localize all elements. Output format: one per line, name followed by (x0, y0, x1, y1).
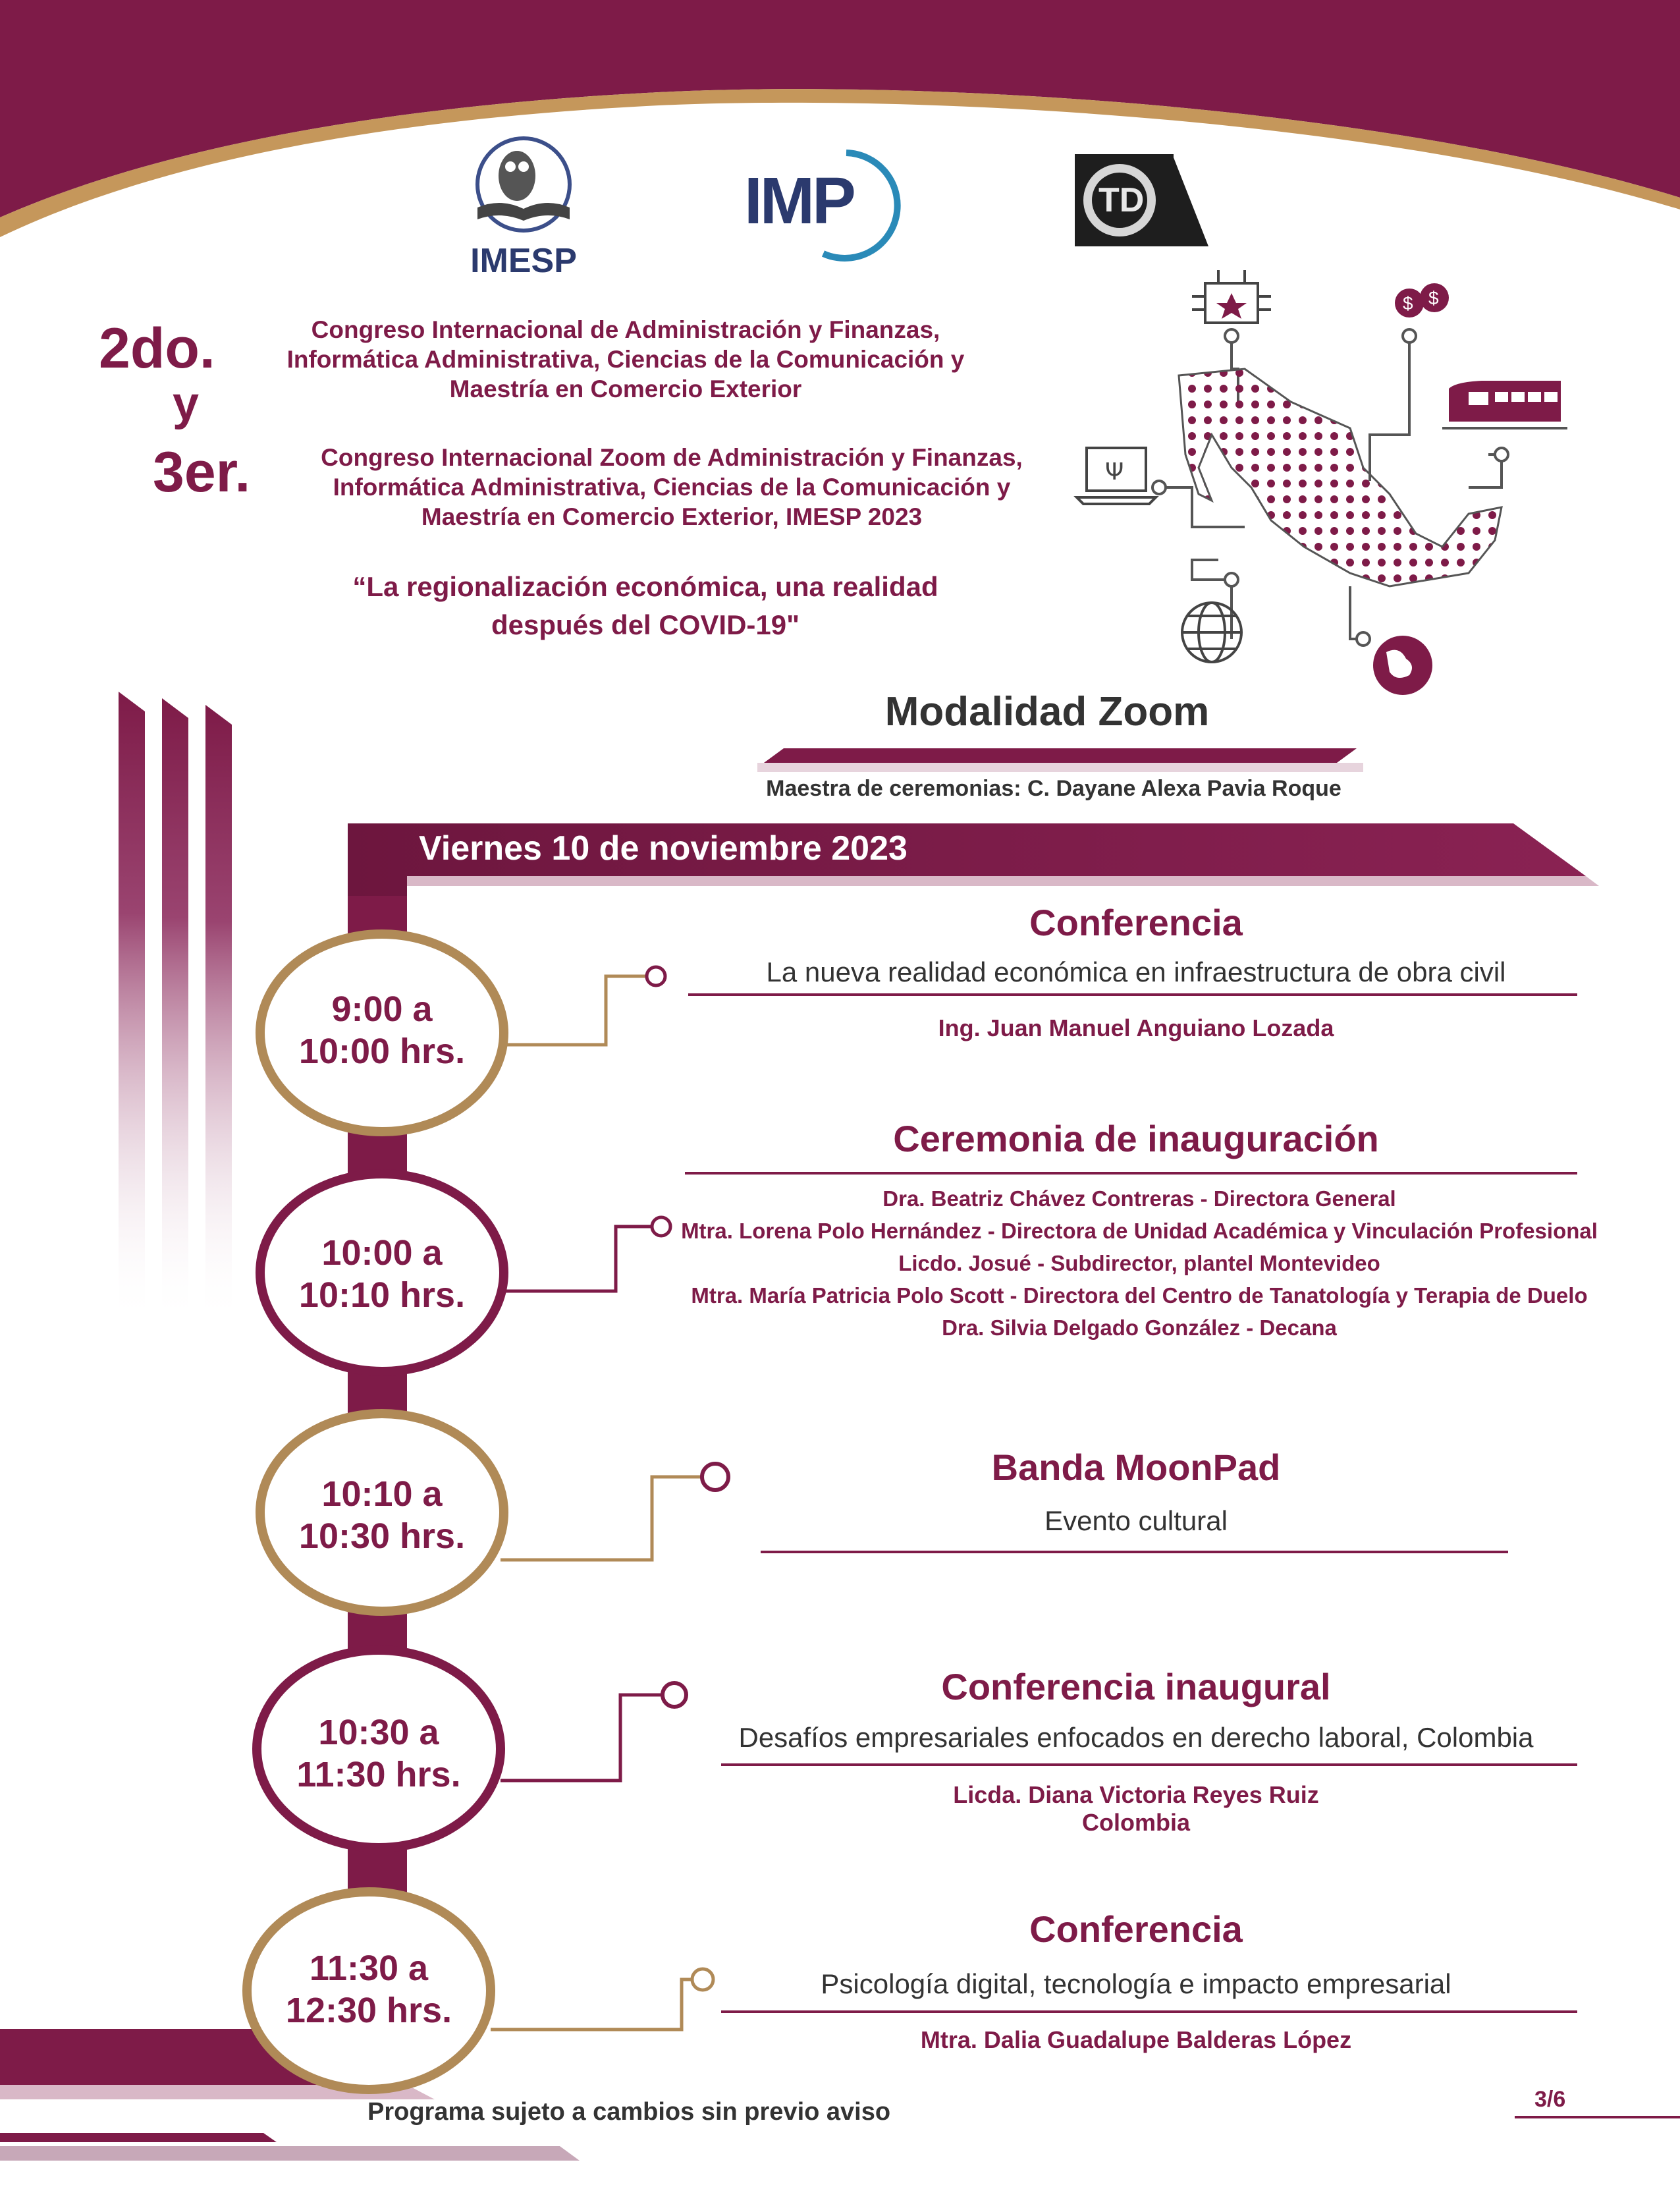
congress-title-2 (263, 443, 1080, 532)
congress-title-1 (230, 315, 1021, 404)
event-3-title: Banda MoonPad (991, 1447, 1281, 1488)
event-4-speaker-country: Colombia (1081, 1809, 1190, 1836)
event-1-speaker: Ing. Juan Manuel Anguiano Lozada (938, 1014, 1334, 1041)
person-2: Mtra. Lorena Polo Hernández - Directora de Unidad Académica y Vinculación Profesional (681, 1219, 1598, 1243)
event-2-title: Ceremonia de inauguración (893, 1118, 1379, 1159)
congress-2-line-3: Maestría en Comercio Exterior, IMESP 2023 (421, 503, 923, 530)
footer-stripe (0, 2133, 580, 2161)
day-title: Viernes 10 de noviembre 2023 (419, 829, 908, 868)
chip-icon (1192, 270, 1271, 323)
emcee-line: Maestra de ceremonias: C. Dayane Alexa Pavia Roque (766, 776, 1341, 801)
person-5: Dra. Silvia Delgado González - Decana (942, 1315, 1337, 1340)
event-3-subtitle: Evento cultural (1044, 1505, 1228, 1536)
event-2-underline (685, 1172, 1577, 1175)
event-4-subtitle: Desafíos empresariales enfocados en derecho laboral, Colombia (738, 1722, 1534, 1753)
event-5-speaker: Mtra. Dalia Guadalupe Balderas López (920, 2026, 1352, 2053)
event-1-subtitle: La nueva realidad económica en infraestructura de obra civil (766, 956, 1506, 987)
svg-text:$: $ (1428, 288, 1439, 308)
event-5-underline (721, 2010, 1577, 2013)
left-decor-bars (119, 692, 244, 1324)
imp-logo (744, 138, 909, 263)
theme-line-2: después del COVID-19" (491, 609, 800, 640)
globe-icon (1182, 603, 1241, 662)
event-5-subtitle: Psicología digital, tecnología e impacto empresarial (821, 1968, 1451, 1999)
theme-line-1: “La regionalización económica, una realidad (352, 571, 938, 602)
ordinal-third: 3er. (153, 441, 251, 504)
page-number-underline (1515, 2116, 1680, 2118)
event-2-people (672, 1182, 1607, 1344)
train-icon (1442, 381, 1567, 428)
connector-2 (501, 1212, 678, 1304)
person-4: Mtra. María Patricia Polo Scott - Directora del Centro de Tanatología y Terapia de Duelo (691, 1283, 1588, 1308)
person-1: Dra. Beatriz Chávez Contreras - Directora General (882, 1186, 1396, 1211)
imp-logo-text: IMP (744, 164, 854, 238)
congress-2-line-2: Informática Administrativa, Ciencias de la Comunicación y (333, 474, 1011, 501)
computer-icon (1077, 448, 1156, 504)
event-3-underline (761, 1551, 1508, 1553)
time-3-end: 10:30 hrs. (298, 1516, 466, 1556)
congress-1-line-3: Maestría en Comercio Exterior (449, 375, 802, 402)
page-number: 3/6 (1534, 2087, 1566, 2112)
congress-1-line-2: Informática Administrativa, Ciencias de la Comunicación y (286, 346, 965, 373)
congress-theme (250, 568, 1041, 644)
time-2-start: 10:00 a (321, 1233, 443, 1273)
time-3-start: 10:10 a (321, 1474, 443, 1514)
time-1-end: 10:00 hrs. (298, 1032, 466, 1071)
modality-title: Modalidad Zoom (884, 689, 1210, 734)
event-5-title: Conferencia (1029, 1908, 1243, 1950)
time-2-end: 10:10 hrs. (298, 1275, 466, 1315)
time-1-start: 9:00 a (331, 989, 433, 1029)
modality-underline (764, 748, 1357, 763)
event-1-underline (688, 993, 1577, 996)
svg-text:Ψ: Ψ (1105, 458, 1124, 485)
time-4-end: 11:30 hrs. (296, 1755, 461, 1794)
footer-note: Programa sujeto a cambios sin previo aviso (367, 2098, 891, 2126)
imesp-logo (454, 135, 593, 280)
congress-1-line-1: Congreso Internacional de Administración y Finanzas, (311, 316, 940, 343)
earth-icon (1373, 636, 1432, 695)
time-5-start: 11:30 a (309, 1949, 429, 1988)
connector-1 (501, 960, 672, 1053)
event-4-speaker: Licda. Diana Victoria Reyes Ruiz (953, 1781, 1319, 1808)
time-5-end: 12:30 hrs. (285, 1991, 452, 2030)
person-3: Licdo. Josué - Subdirector, plantel Montevideo (898, 1251, 1380, 1275)
td-logo (1073, 153, 1212, 248)
congress-2-line-1: Congreso Internacional Zoom de Administración y Finanzas, (321, 444, 1023, 471)
money-icon (1395, 283, 1449, 318)
event-4-underline (721, 1763, 1577, 1766)
mexico-network-illustration (1073, 270, 1587, 705)
ordinal-conjunction: y (173, 377, 200, 430)
connector-4 (501, 1676, 698, 1788)
event-4-title: Conferencia inaugural (941, 1666, 1331, 1707)
modality-shadow (757, 763, 1363, 772)
owl-book-icon (454, 135, 593, 240)
imesp-logo-text: IMESP (470, 242, 577, 280)
time-4-start: 10:30 a (318, 1713, 439, 1752)
event-1-title: Conferencia (1029, 902, 1243, 943)
svg-text:$: $ (1403, 293, 1413, 314)
td-logo-text: TD (1098, 181, 1145, 219)
ordinal-second: 2do. (99, 317, 215, 380)
